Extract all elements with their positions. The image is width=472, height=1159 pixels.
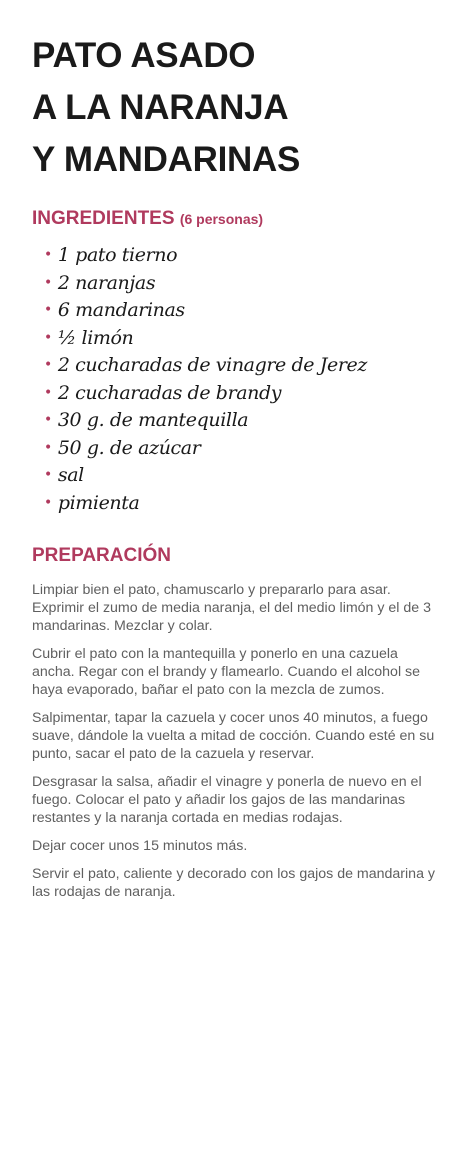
bullet-icon: • (44, 357, 52, 373)
ingredient-item (44, 242, 444, 270)
ingredient-item (44, 380, 444, 408)
bullet-icon: • (44, 302, 52, 318)
ingredient-text: 30 g. de mantequilla (57, 409, 249, 431)
servings-note: (6 personas) (179, 211, 264, 227)
bullet-icon: • (44, 412, 52, 428)
bullet-icon: • (44, 494, 52, 511)
bullet-icon: • (44, 329, 52, 346)
ingredient-text: 2 cucharadas de vinagre de Jerez (57, 354, 367, 376)
ingredient-item (44, 462, 444, 490)
ingredient-text: 6 mandarinas (57, 299, 185, 321)
ingredient-text: pimienta (57, 491, 140, 514)
ingredients-heading (32, 208, 444, 230)
preparation-step: Servir el pato, caliente y decorado con los gajos de mandarina y las rodajas de naranja. (32, 866, 435, 900)
recipe-title-line: Y MANDARINAS (32, 140, 300, 179)
ingredient-text: 1 pato tierno (57, 244, 178, 266)
ingredient-text: ½ limón (57, 326, 134, 349)
ingredient-item (44, 490, 444, 518)
recipe-title-line: A LA NARANJA (32, 88, 289, 127)
preparation-step: Desgrasar la salsa, añadir el vinagre y ponerla de nuevo en el fuego. Colocar el pato y añadir los gajos de las mandarinas restantes y la naranja cortada en medias rodajas. (32, 774, 422, 826)
ingredient-item (44, 297, 444, 325)
ingredient-item (44, 325, 444, 353)
preparation-step: Cubrir el pato con la mantequilla y ponerlo en una cazuela ancha. Regar con el brandy y flamearlo. Cuando el alcohol se haya evaporado, bañar el pato con la mezcla de zumos. (32, 646, 421, 698)
preparation-step: Dejar cocer unos 15 minutos más. (32, 838, 248, 854)
bullet-icon: • (44, 384, 52, 401)
ingredients-heading-label: INGREDIENTES (32, 208, 175, 229)
ingredient-item (44, 352, 444, 380)
preparation-step: Limpiar bien el pato, chamuscarlo y prepararlo para asar. Exprimir el zumo de media naranja, el del medio limón y el de 3 mandarinas. Mezclar y colar. (32, 582, 432, 634)
preparation-heading: PREPARACIÓN (32, 545, 171, 566)
ingredient-item (44, 435, 444, 463)
bullet-icon: • (44, 274, 52, 291)
preparation-step: Salpimentar, tapar la cazuela y cocer unos 40 minutos, a fuego suave, dándole la vuelta a mitad de cocción. Cuando esté en su punto, sacar el pato de la cazuela y reservar. (32, 710, 435, 762)
recipe-title-line: PATO ASADO (32, 36, 256, 75)
bullet-icon: • (44, 247, 52, 263)
ingredient-text: sal (57, 464, 84, 486)
bullet-icon: • (44, 439, 52, 456)
ingredient-text: 2 naranjas (57, 271, 156, 294)
recipe-title (32, 30, 444, 186)
preparation-steps (32, 581, 444, 901)
ingredients-list (44, 242, 444, 517)
ingredient-text: 2 cucharadas de brandy (57, 381, 282, 404)
ingredient-text: 50 g. de azúcar (57, 436, 201, 459)
bullet-icon: • (44, 467, 52, 483)
ingredient-item (44, 407, 444, 435)
recipe-page (32, 30, 444, 911)
ingredient-item (44, 270, 444, 298)
